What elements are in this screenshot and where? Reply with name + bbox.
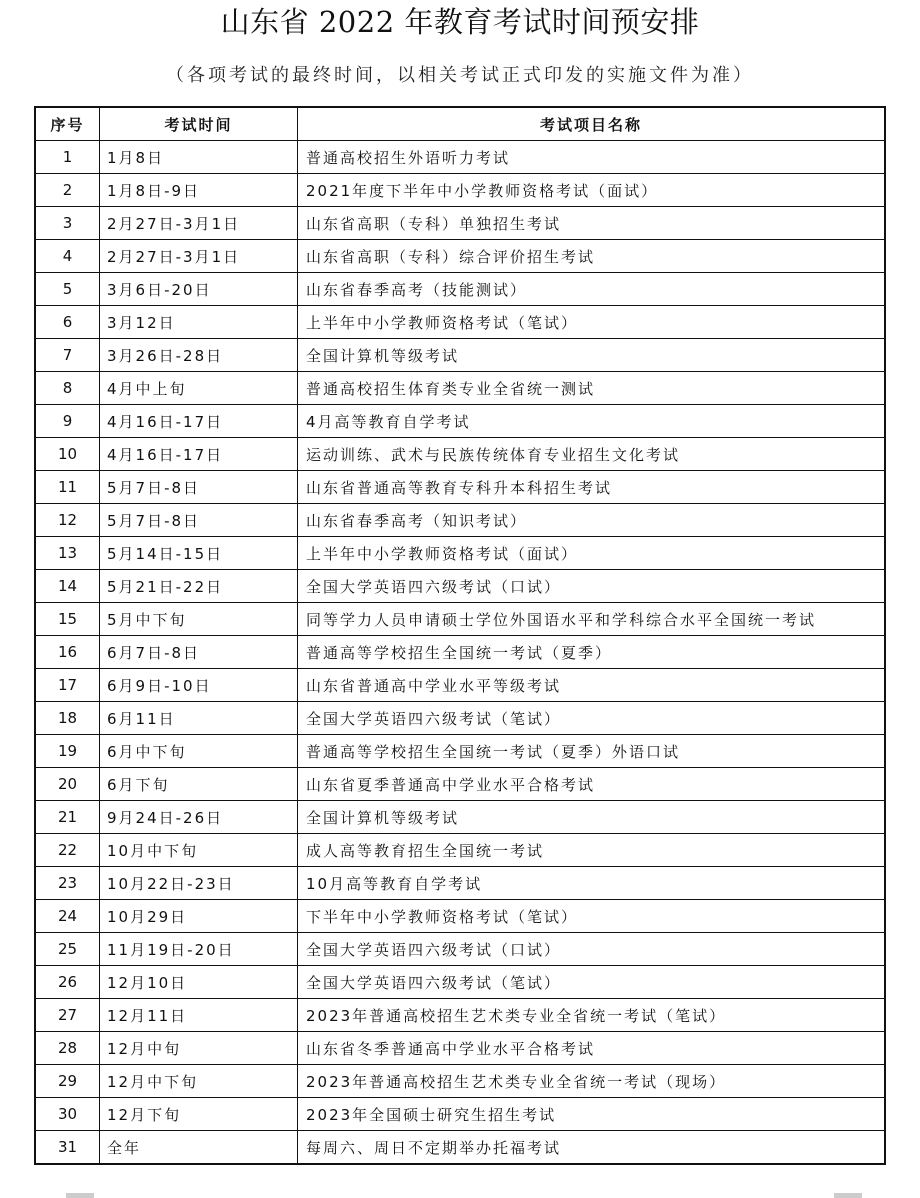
page-subtitle: （各项考试的最终时间，以相关考试正式印发的实施文件为准）: [166, 65, 754, 86]
exam-date: 10月29日: [100, 900, 298, 933]
exam-name: 山东省普通高等教育专科升本科招生考试: [298, 471, 886, 504]
exam-date: 3月12日: [100, 306, 298, 339]
table-row: [35, 471, 885, 504]
exam-name: 山东省春季高考（技能测试）: [298, 273, 886, 306]
exam-name: 上半年中小学教师资格考试（面试）: [298, 537, 886, 570]
exam-name: 山东省高职（专科）单独招生考试: [298, 207, 886, 240]
row-number: 15: [35, 603, 100, 636]
exam-date: 11月19日-20日: [100, 933, 298, 966]
row-number: 27: [35, 999, 100, 1032]
exam-date: 1月8日-9日: [100, 174, 298, 207]
exam-name: 全国计算机等级考试: [298, 339, 886, 372]
header-exam-name: 考试项目名称: [298, 107, 886, 141]
exam-date: 4月16日-17日: [100, 438, 298, 471]
exam-date: 10月22日-23日: [100, 867, 298, 900]
table-row: [35, 768, 885, 801]
exam-name: 2023年全国硕士研究生招生考试: [298, 1098, 886, 1131]
table-header-row: [35, 107, 885, 141]
row-number: 5: [35, 273, 100, 306]
exam-date: 1月8日: [100, 141, 298, 174]
table-row: [35, 405, 885, 438]
exam-date: 12月下旬: [100, 1098, 298, 1131]
table-row: [35, 1065, 885, 1098]
row-number: 10: [35, 438, 100, 471]
exam-date: 3月26日-28日: [100, 339, 298, 372]
table-row: [35, 603, 885, 636]
exam-name: 2023年普通高校招生艺术类专业全省统一考试（现场）: [298, 1065, 886, 1098]
exam-name: 每周六、周日不定期举办托福考试: [298, 1131, 886, 1165]
exam-date: 5月7日-8日: [100, 471, 298, 504]
row-number: 12: [35, 504, 100, 537]
table-row: [35, 141, 885, 174]
table-row: [35, 867, 885, 900]
table-row: [35, 207, 885, 240]
exam-name: 山东省冬季普通高中学业水平合格考试: [298, 1032, 886, 1065]
exam-date: 6月9日-10日: [100, 669, 298, 702]
exam-name: 山东省春季高考（知识考试）: [298, 504, 886, 537]
row-number: 11: [35, 471, 100, 504]
exam-name: 普通高等学校招生全国统一考试（夏季）外语口试: [298, 735, 886, 768]
table-row: [35, 339, 885, 372]
exam-date: 2月27日-3月1日: [100, 207, 298, 240]
row-number: 19: [35, 735, 100, 768]
table-row: [35, 636, 885, 669]
row-number: 26: [35, 966, 100, 999]
table-row: [35, 174, 885, 207]
row-number: 21: [35, 801, 100, 834]
exam-name: 10月高等教育自学考试: [298, 867, 886, 900]
row-number: 1: [35, 141, 100, 174]
table-row: [35, 966, 885, 999]
exam-date: 6月7日-8日: [100, 636, 298, 669]
table-row: [35, 504, 885, 537]
row-number: 9: [35, 405, 100, 438]
table-row: [35, 372, 885, 405]
row-number: 4: [35, 240, 100, 273]
table-row: [35, 999, 885, 1032]
exam-date: 2月27日-3月1日: [100, 240, 298, 273]
table-row: [35, 933, 885, 966]
row-number: 25: [35, 933, 100, 966]
exam-name: 全国大学英语四六级考试（口试）: [298, 933, 886, 966]
exam-date: 3月6日-20日: [100, 273, 298, 306]
table-row: [35, 240, 885, 273]
row-number: 16: [35, 636, 100, 669]
exam-name: 山东省高职（专科）综合评价招生考试: [298, 240, 886, 273]
exam-name: 全国计算机等级考试: [298, 801, 886, 834]
exam-schedule-table: [34, 106, 886, 1165]
table-row: [35, 1131, 885, 1165]
row-number: 28: [35, 1032, 100, 1065]
exam-name: 同等学力人员申请硕士学位外国语水平和学科综合水平全国统一考试: [298, 603, 886, 636]
table-row: [35, 735, 885, 768]
table-row: [35, 1098, 885, 1131]
page-mark-left: [66, 1193, 94, 1198]
row-number: 29: [35, 1065, 100, 1098]
exam-name: 普通高等学校招生全国统一考试（夏季）: [298, 636, 886, 669]
exam-name: 山东省普通高中学业水平等级考试: [298, 669, 886, 702]
exam-name: 全国大学英语四六级考试（口试）: [298, 570, 886, 603]
exam-date: 12月11日: [100, 999, 298, 1032]
row-number: 20: [35, 768, 100, 801]
table-row: [35, 669, 885, 702]
exam-name: 普通高校招生外语听力考试: [298, 141, 886, 174]
exam-date: 5月21日-22日: [100, 570, 298, 603]
exam-date: 12月中下旬: [100, 1065, 298, 1098]
header-number: 序号: [35, 107, 100, 141]
exam-name: 4月高等教育自学考试: [298, 405, 886, 438]
table-row: [35, 306, 885, 339]
row-number: 31: [35, 1131, 100, 1165]
exam-date: 4月中上旬: [100, 372, 298, 405]
table-row: [35, 702, 885, 735]
row-number: 17: [35, 669, 100, 702]
row-number: 18: [35, 702, 100, 735]
exam-name: 下半年中小学教师资格考试（笔试）: [298, 900, 886, 933]
exam-date: 12月10日: [100, 966, 298, 999]
exam-name: 2021年度下半年中小学教师资格考试（面试）: [298, 174, 886, 207]
row-number: 13: [35, 537, 100, 570]
exam-date: 5月7日-8日: [100, 504, 298, 537]
row-number: 30: [35, 1098, 100, 1131]
table-row: [35, 1032, 885, 1065]
table-row: [35, 537, 885, 570]
row-number: 7: [35, 339, 100, 372]
exam-date: 6月11日: [100, 702, 298, 735]
table-row: [35, 438, 885, 471]
table-row: [35, 801, 885, 834]
row-number: 14: [35, 570, 100, 603]
exam-name: 山东省夏季普通高中学业水平合格考试: [298, 768, 886, 801]
row-number: 23: [35, 867, 100, 900]
exam-date: 6月中下旬: [100, 735, 298, 768]
table-row: [35, 570, 885, 603]
exam-date: 4月16日-17日: [100, 405, 298, 438]
table-row: [35, 273, 885, 306]
row-number: 24: [35, 900, 100, 933]
page-title: 山东省 2022 年教育考试时间预安排: [220, 5, 700, 39]
exam-date: 9月24日-26日: [100, 801, 298, 834]
table-row: [35, 900, 885, 933]
row-number: 22: [35, 834, 100, 867]
exam-date: 全年: [100, 1131, 298, 1165]
exam-date: 6月下旬: [100, 768, 298, 801]
exam-date: 10月中下旬: [100, 834, 298, 867]
exam-name: 2023年普通高校招生艺术类专业全省统一考试（笔试）: [298, 999, 886, 1032]
exam-name: 普通高校招生体育类专业全省统一测试: [298, 372, 886, 405]
row-number: 2: [35, 174, 100, 207]
page-mark-right: [834, 1193, 862, 1198]
exam-date: 12月中旬: [100, 1032, 298, 1065]
exam-name: 成人高等教育招生全国统一考试: [298, 834, 886, 867]
exam-name: 全国大学英语四六级考试（笔试）: [298, 966, 886, 999]
table-row: [35, 834, 885, 867]
row-number: 8: [35, 372, 100, 405]
header-date: 考试时间: [100, 107, 298, 141]
exam-name: 全国大学英语四六级考试（笔试）: [298, 702, 886, 735]
row-number: 3: [35, 207, 100, 240]
row-number: 6: [35, 306, 100, 339]
exam-date: 5月14日-15日: [100, 537, 298, 570]
exam-date: 5月中下旬: [100, 603, 298, 636]
exam-name: 上半年中小学教师资格考试（笔试）: [298, 306, 886, 339]
exam-name: 运动训练、武术与民族传统体育专业招生文化考试: [298, 438, 886, 471]
